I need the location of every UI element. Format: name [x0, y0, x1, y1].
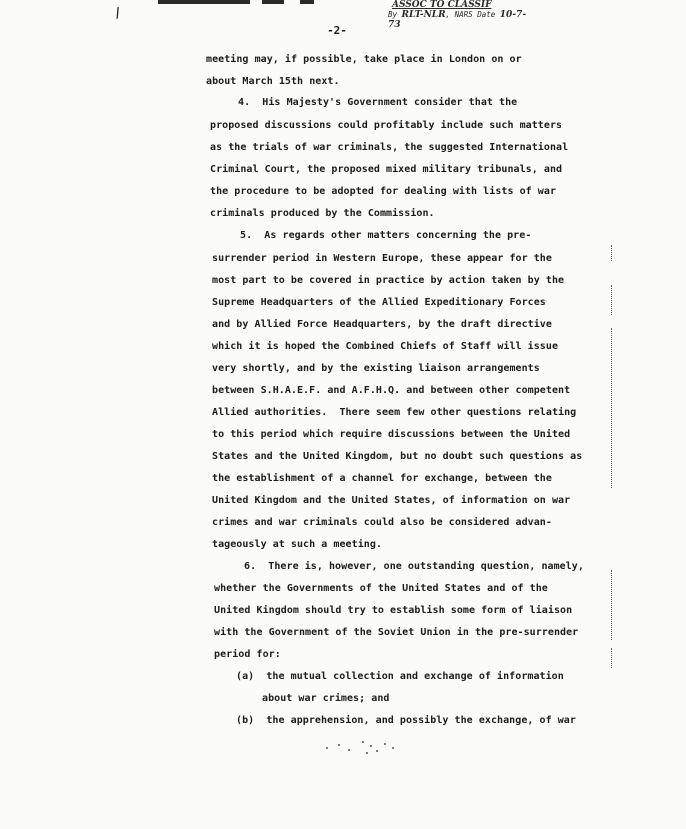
- body-line: tageously at such a meeting.: [212, 539, 382, 550]
- stamp-reviewer: RLT-NLR: [401, 10, 446, 20]
- body-line: with the Government of the Soviet Union in the pre-surrender: [214, 627, 579, 638]
- paragraph-5-start: 5. As regards other matters concerning the pre-: [240, 230, 532, 241]
- pencil-tick-mark: /: [111, 5, 125, 22]
- body-line: the procedure to be adopted for dealing with lists of war: [210, 186, 557, 197]
- stamp-line-2: By RLT-NLR, NARS Date 10-7-73: [388, 10, 527, 30]
- paragraph-4-start: 4. His Majesty's Government consider that the: [238, 97, 518, 108]
- top-edge-mark: [262, 0, 284, 4]
- margin-mark: [611, 285, 614, 315]
- body-line: crimes and war criminals could also be considered advan-: [212, 517, 552, 528]
- body-line: to this period which require discussions between the United: [212, 429, 571, 440]
- margin-mark: [611, 648, 614, 668]
- body-line: surrender period in Western Europe, these appear for the: [212, 253, 552, 264]
- body-line: which it is hoped the Combined Chiefs of Staff will issue: [212, 341, 559, 352]
- body-line: as the trials of war criminals, the suggested International: [210, 142, 569, 153]
- declassification-stamp: [388, 0, 538, 30]
- body-line: about March 15th next.: [206, 76, 340, 87]
- body-line: Criminal Court, the proposed mixed military tribunals, and: [210, 164, 563, 175]
- stamp-date: 10-7-73: [388, 10, 527, 30]
- top-edge-mark: [300, 0, 314, 4]
- body-line: the establishment of a channel for exchange, between the: [212, 473, 552, 484]
- body-line: meeting may, if possible, take place in London on or: [206, 54, 522, 65]
- body-line: and by Allied Force Headquarters, by the draft directive: [212, 319, 552, 330]
- body-line: proposed discussions could profitably include such matters: [210, 120, 563, 131]
- body-line: very shortly, and by the existing liaison arrangements: [212, 363, 540, 374]
- body-line: United Kingdom and the United States, of information on war: [212, 495, 571, 506]
- body-line: most part to be covered in practice by action taken by the: [212, 275, 565, 286]
- list-item-a: (a) the mutual collection and exchange of information: [236, 671, 564, 682]
- paragraph-6-start: 6. There is, however, one outstanding question, namely,: [244, 561, 584, 572]
- body-line: Supreme Headquarters of the Allied Expeditionary Forces: [212, 297, 546, 308]
- body-line: whether the Governments of the United States and of the: [214, 583, 548, 594]
- body-line: criminals produced by the Commission.: [210, 208, 435, 219]
- body-line: Allied authorities. There seem few other questions relating: [212, 407, 577, 418]
- smudged-stamp-mark: [318, 735, 408, 757]
- margin-mark: [611, 245, 614, 261]
- page-number: -2-: [327, 24, 347, 37]
- body-line: about war crimes; and: [262, 693, 390, 704]
- list-item-b: (b) the apprehension, and possibly the exchange, of war: [236, 715, 576, 726]
- stamp-line-1: ASSOC TO CLASSIF: [392, 0, 492, 10]
- top-edge-mark: [158, 0, 250, 4]
- body-line: period for:: [214, 649, 281, 660]
- margin-mark: [611, 570, 614, 640]
- body-line: United Kingdom should try to establish some form of liaison: [214, 605, 573, 616]
- margin-mark: [611, 328, 614, 488]
- body-line: States and the United Kingdom, but no doubt such questions as: [212, 451, 583, 462]
- body-line: between S.H.A.E.F. and A.F.H.Q. and between other competent: [212, 385, 571, 396]
